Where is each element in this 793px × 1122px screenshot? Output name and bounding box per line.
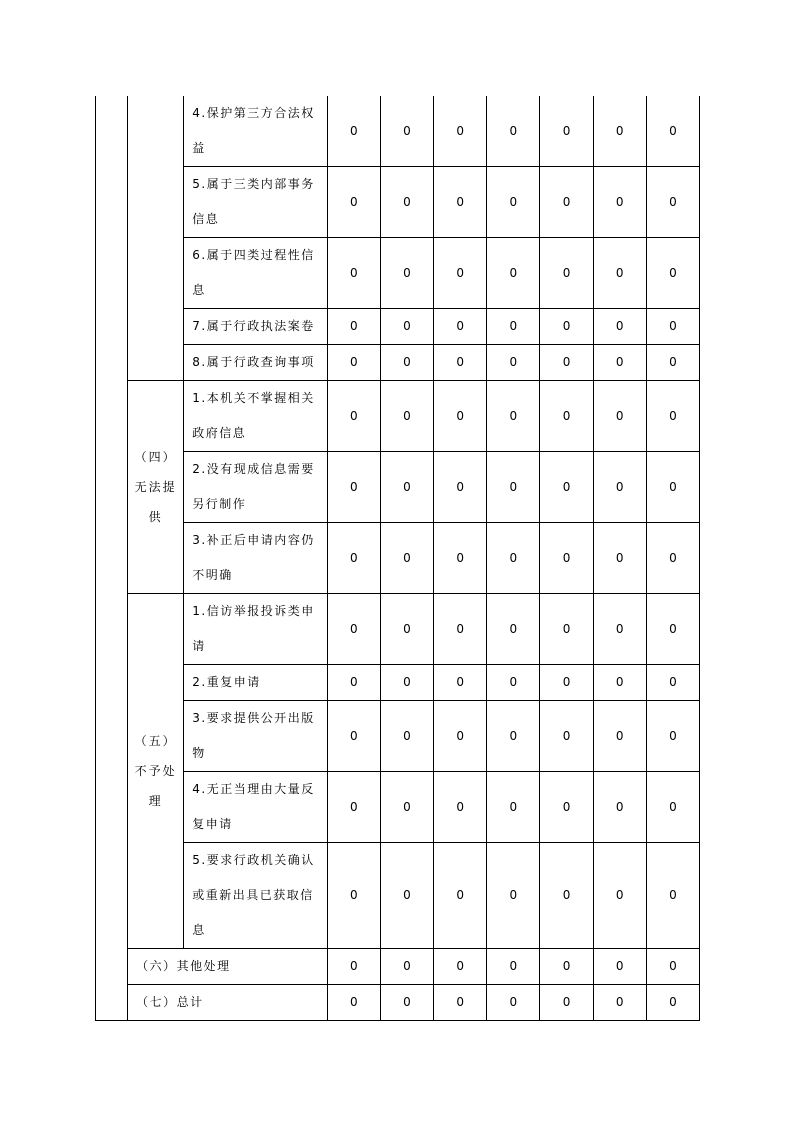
- value-cell: 0: [434, 949, 487, 985]
- table-row: [96, 452, 700, 523]
- value-cell: 0: [646, 381, 699, 452]
- category-cell: [128, 96, 184, 381]
- value-cell: 0: [593, 594, 646, 665]
- category-cell: （四）无法提供: [128, 381, 184, 594]
- value-cell: 0: [380, 238, 433, 309]
- value-cell: 0: [646, 309, 699, 345]
- value-cell: 0: [540, 949, 593, 985]
- value-cell: 0: [434, 985, 487, 1021]
- value-cell: 0: [593, 381, 646, 452]
- value-cell: 0: [540, 96, 593, 167]
- value-cell: 0: [593, 167, 646, 238]
- value-cell: 0: [380, 665, 433, 701]
- value-cell: 0: [487, 96, 540, 167]
- value-cell: 0: [487, 985, 540, 1021]
- table-row: [96, 701, 700, 772]
- value-cell: 0: [593, 772, 646, 843]
- value-cell: 0: [646, 985, 699, 1021]
- value-cell: 0: [646, 523, 699, 594]
- value-cell: 0: [540, 452, 593, 523]
- item-label: 1.信访举报投诉类申请: [184, 594, 327, 665]
- value-cell: 0: [487, 843, 540, 949]
- value-cell: 0: [593, 949, 646, 985]
- item-label: 2.没有现成信息需要另行制作: [184, 452, 327, 523]
- value-cell: 0: [380, 167, 433, 238]
- value-cell: 0: [487, 701, 540, 772]
- table-row: [96, 96, 700, 167]
- value-cell: 0: [380, 345, 433, 381]
- value-cell: 0: [487, 665, 540, 701]
- value-cell: 0: [487, 949, 540, 985]
- value-cell: 0: [646, 701, 699, 772]
- value-cell: 0: [380, 381, 433, 452]
- value-cell: 0: [646, 594, 699, 665]
- table-row: [96, 949, 700, 985]
- value-cell: 0: [540, 167, 593, 238]
- value-cell: 0: [540, 594, 593, 665]
- table-row: [96, 167, 700, 238]
- value-cell: 0: [646, 843, 699, 949]
- value-cell: 0: [380, 452, 433, 523]
- item-label: 3.补正后申请内容仍不明确: [184, 523, 327, 594]
- value-cell: 0: [646, 167, 699, 238]
- value-cell: 0: [487, 772, 540, 843]
- value-cell: 0: [434, 381, 487, 452]
- value-cell: 0: [434, 309, 487, 345]
- value-cell: 0: [487, 309, 540, 345]
- value-cell: 0: [434, 238, 487, 309]
- value-cell: 0: [327, 96, 380, 167]
- value-cell: 0: [646, 96, 699, 167]
- value-cell: 0: [380, 949, 433, 985]
- item-label: 8.属于行政查询事项: [184, 345, 327, 381]
- value-cell: 0: [327, 345, 380, 381]
- item-label: 4.保护第三方合法权益: [184, 96, 327, 167]
- table-row: [96, 238, 700, 309]
- value-cell: 0: [540, 238, 593, 309]
- value-cell: 0: [487, 345, 540, 381]
- value-cell: 0: [327, 238, 380, 309]
- table-row: [96, 594, 700, 665]
- value-cell: 0: [434, 772, 487, 843]
- value-cell: 0: [593, 523, 646, 594]
- value-cell: 0: [434, 345, 487, 381]
- value-cell: 0: [327, 665, 380, 701]
- value-cell: 0: [327, 949, 380, 985]
- value-cell: 0: [593, 309, 646, 345]
- table-row: [96, 309, 700, 345]
- value-cell: 0: [487, 594, 540, 665]
- item-label: 7.属于行政执法案卷: [184, 309, 327, 345]
- item-label: 5.要求行政机关确认或重新出具已获取信息: [184, 843, 327, 949]
- value-cell: 0: [380, 594, 433, 665]
- item-label: 2.重复申请: [184, 665, 327, 701]
- value-cell: 0: [487, 452, 540, 523]
- value-cell: 0: [327, 309, 380, 345]
- value-cell: 0: [327, 381, 380, 452]
- statistics-table: [95, 96, 700, 1021]
- value-cell: 0: [380, 985, 433, 1021]
- value-cell: 0: [540, 772, 593, 843]
- value-cell: 0: [434, 452, 487, 523]
- value-cell: 0: [380, 701, 433, 772]
- table-row: [96, 843, 700, 949]
- value-cell: 0: [434, 167, 487, 238]
- table-row: [96, 523, 700, 594]
- value-cell: 0: [434, 523, 487, 594]
- value-cell: 0: [327, 452, 380, 523]
- value-cell: 0: [593, 665, 646, 701]
- value-cell: 0: [434, 843, 487, 949]
- value-cell: 0: [434, 665, 487, 701]
- value-cell: 0: [540, 843, 593, 949]
- value-cell: 0: [487, 523, 540, 594]
- value-cell: 0: [327, 843, 380, 949]
- value-cell: 0: [380, 523, 433, 594]
- table-row: [96, 985, 700, 1021]
- value-cell: 0: [327, 594, 380, 665]
- value-cell: 0: [327, 985, 380, 1021]
- value-cell: 0: [327, 701, 380, 772]
- value-cell: 0: [593, 238, 646, 309]
- value-cell: 0: [434, 594, 487, 665]
- value-cell: 0: [593, 96, 646, 167]
- table-row: [96, 772, 700, 843]
- value-cell: 0: [646, 772, 699, 843]
- table-row: [96, 381, 700, 452]
- value-cell: 0: [327, 523, 380, 594]
- total-label: （七）总计: [128, 985, 328, 1021]
- value-cell: 0: [593, 452, 646, 523]
- value-cell: 0: [380, 96, 433, 167]
- value-cell: 0: [540, 345, 593, 381]
- category-cell: （五）不予处理: [128, 594, 184, 949]
- value-cell: 0: [593, 345, 646, 381]
- value-cell: 0: [434, 701, 487, 772]
- item-label: 1.本机关不掌握相关政府信息: [184, 381, 327, 452]
- value-cell: 0: [540, 309, 593, 345]
- item-label: 5.属于三类内部事务信息: [184, 167, 327, 238]
- value-cell: 0: [540, 985, 593, 1021]
- value-cell: 0: [487, 167, 540, 238]
- item-label: 3.要求提供公开出版物: [184, 701, 327, 772]
- item-label: 6.属于四类过程性信息: [184, 238, 327, 309]
- value-cell: 0: [593, 701, 646, 772]
- value-cell: 0: [327, 772, 380, 843]
- value-cell: 0: [593, 843, 646, 949]
- value-cell: 0: [646, 949, 699, 985]
- value-cell: 0: [646, 238, 699, 309]
- value-cell: 0: [646, 665, 699, 701]
- value-cell: 0: [327, 167, 380, 238]
- other-processing-label: （六）其他处理: [128, 949, 328, 985]
- value-cell: 0: [540, 381, 593, 452]
- table-row: [96, 665, 700, 701]
- value-cell: 0: [380, 772, 433, 843]
- value-cell: 0: [646, 345, 699, 381]
- value-cell: 0: [434, 96, 487, 167]
- value-cell: 0: [593, 985, 646, 1021]
- outer-category-cell: [96, 96, 128, 1021]
- table-row: [96, 345, 700, 381]
- value-cell: 0: [646, 452, 699, 523]
- value-cell: 0: [487, 381, 540, 452]
- value-cell: 0: [380, 843, 433, 949]
- item-label: 4.无正当理由大量反复申请: [184, 772, 327, 843]
- value-cell: 0: [487, 238, 540, 309]
- value-cell: 0: [380, 309, 433, 345]
- value-cell: 0: [540, 701, 593, 772]
- value-cell: 0: [540, 523, 593, 594]
- value-cell: 0: [540, 665, 593, 701]
